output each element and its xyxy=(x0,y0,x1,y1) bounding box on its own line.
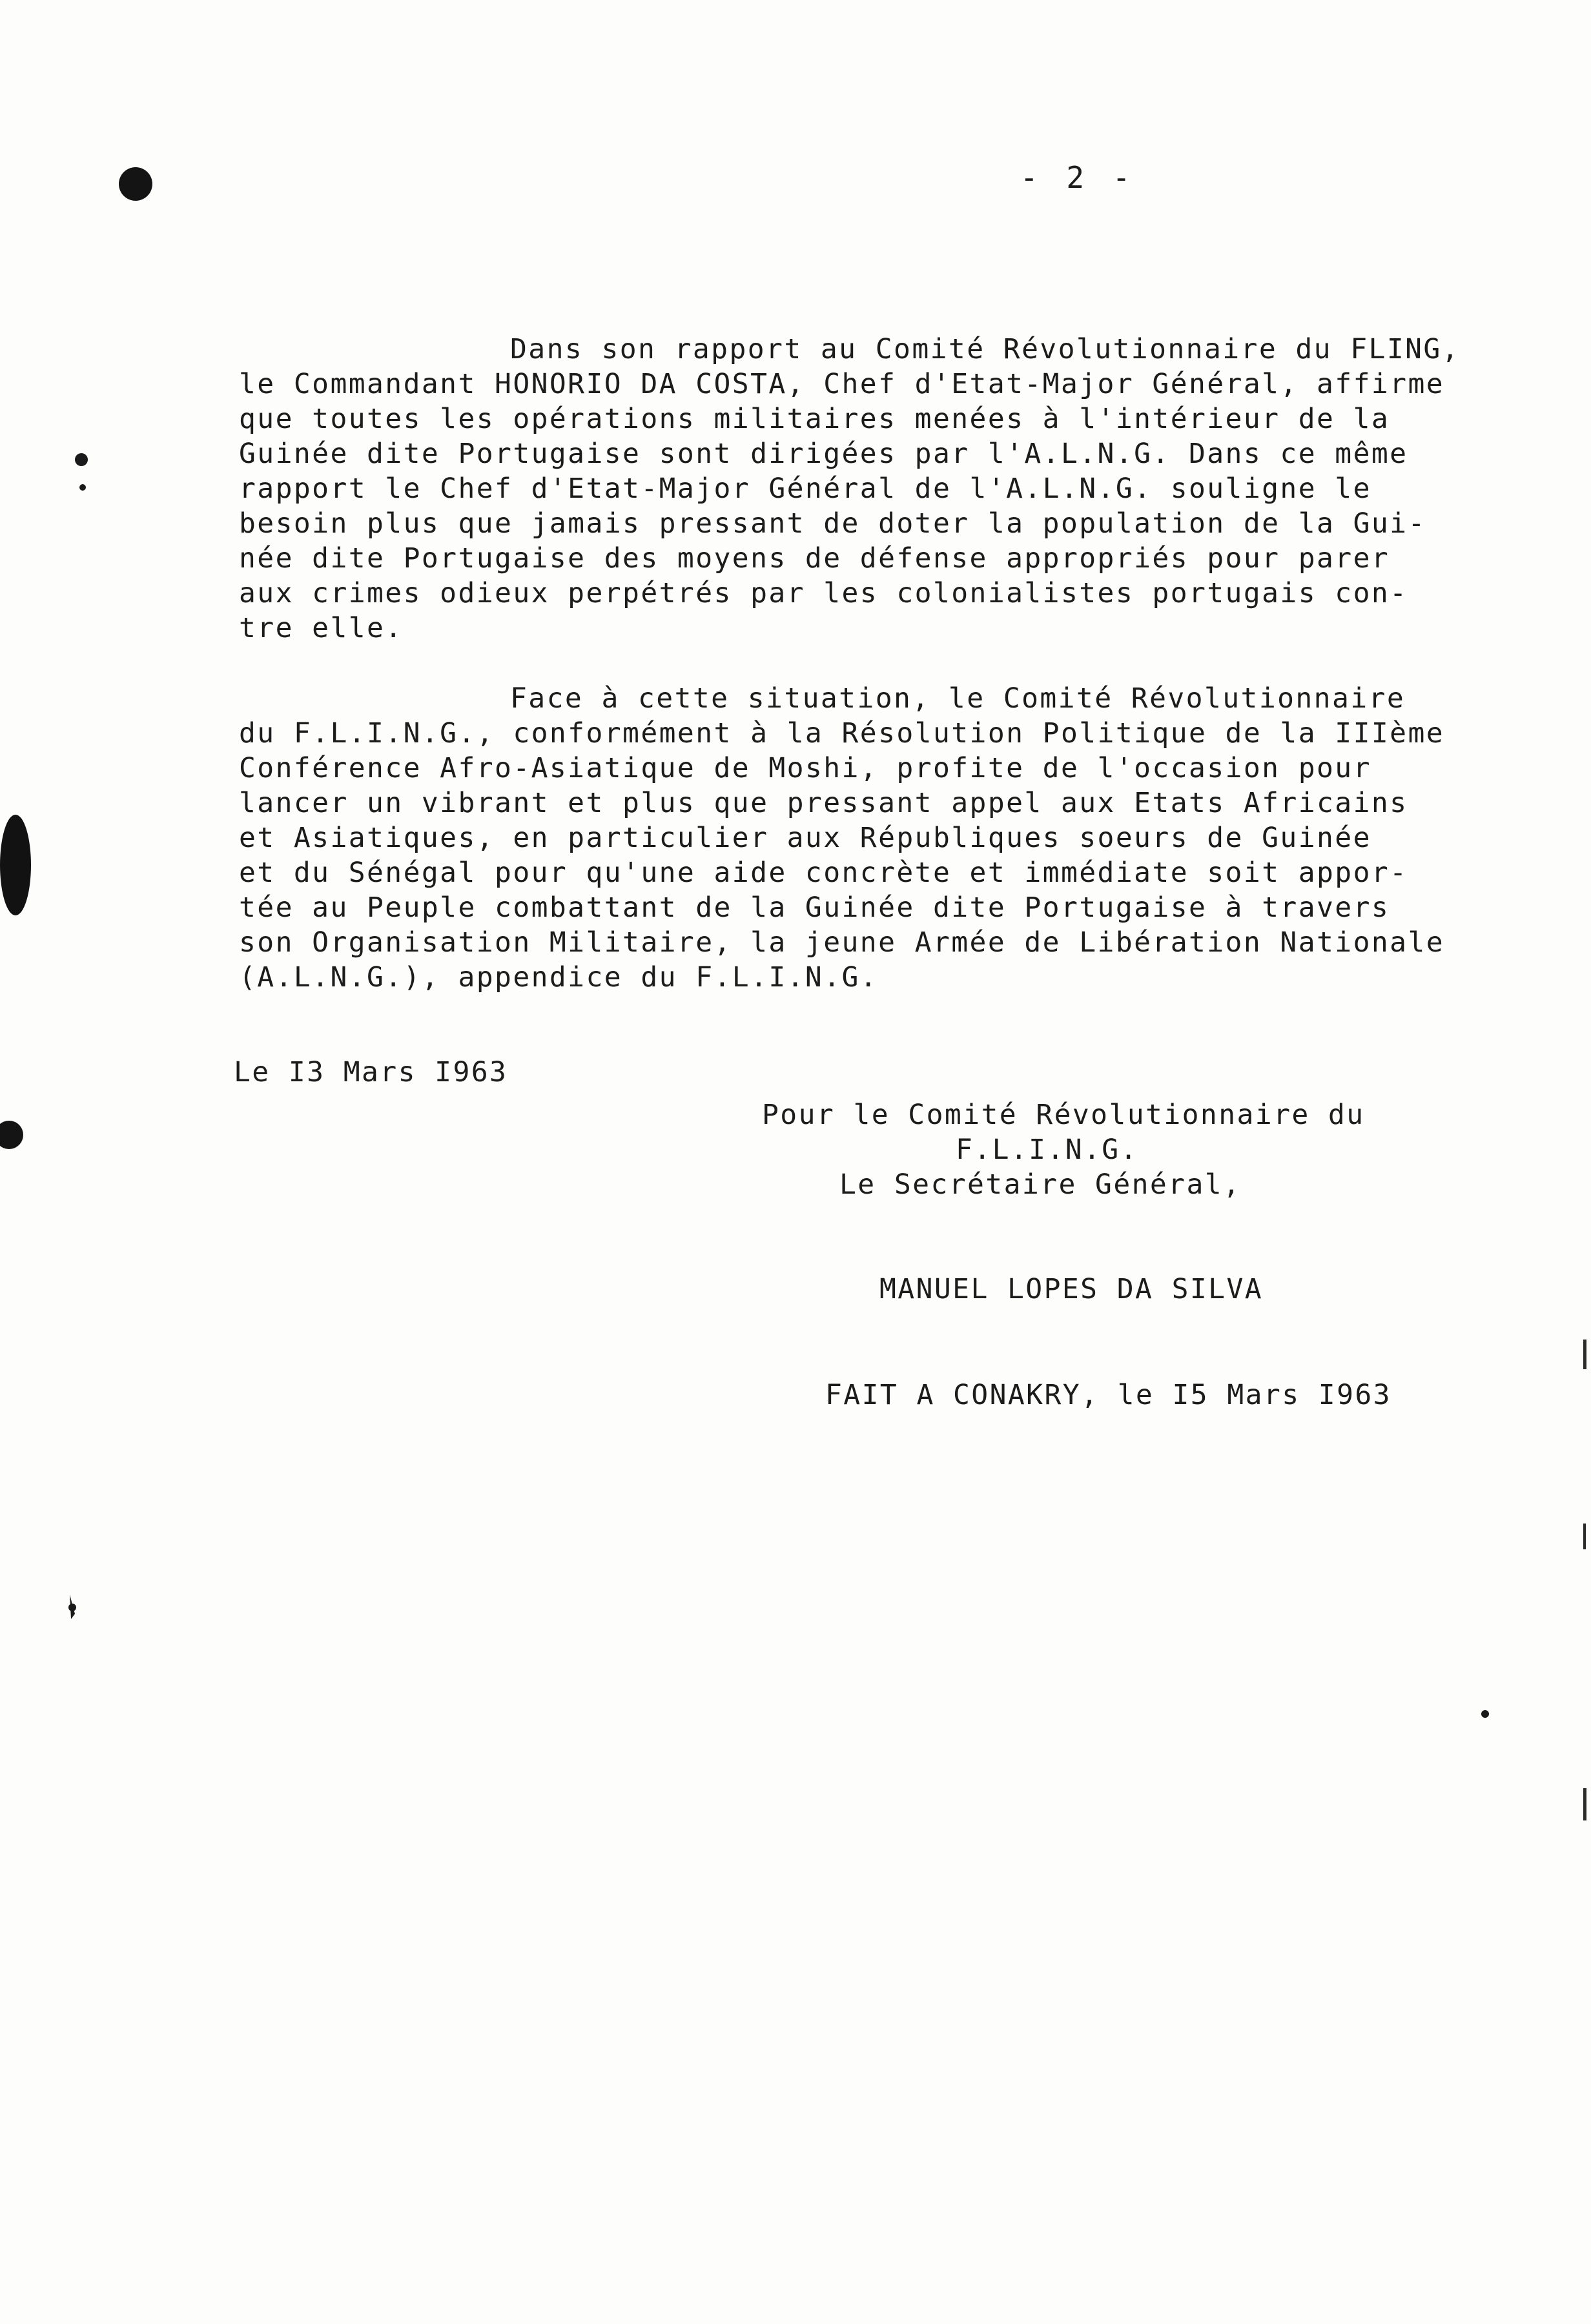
text-line: lancer un vibrant et plus que pressant appel aux Etats Africains xyxy=(239,787,1408,819)
text-line: le Commandant HONORIO DA COSTA, Chef d'Etat-Major Général, affirme xyxy=(239,368,1445,400)
text-line: tée au Peuple combattant de la Guinée dite Portugaise à travers xyxy=(239,892,1390,924)
text-line: et du Sénégal pour qu'une aide concrète et immédiate soit appor- xyxy=(239,857,1408,889)
text-line: rapport le Chef d'Etat-Major Général de l'A.L.N.G. souligne le xyxy=(239,473,1371,505)
punch-hole-mark xyxy=(79,484,86,491)
signatory-name: MANUEL LOPES DA SILVA xyxy=(879,1273,1264,1305)
text-line: Face à cette situation, le Comité Révolutionnaire xyxy=(510,682,1406,715)
signature-title: Le Secrétaire Général, xyxy=(839,1168,1242,1201)
paragraph-appeal xyxy=(239,681,1504,995)
punch-hole-mark xyxy=(0,1121,23,1149)
text-line: aux crimes odieux perpétrés par les colonialistes portugais con- xyxy=(239,577,1408,609)
paragraph-report xyxy=(239,332,1504,646)
place-and-date: FAIT A CONAKRY, le I5 Mars I963 xyxy=(825,1379,1391,1411)
signature-block xyxy=(762,1097,1472,1202)
text-line: née dite Portugaise des moyens de défense appropriés pour parer xyxy=(239,542,1390,575)
punch-hole-mark xyxy=(1481,1710,1489,1718)
edge-mark xyxy=(1583,1340,1586,1369)
text-line: Guinée dite Portugaise sont dirigées par l'A.L.N.G. Dans ce même xyxy=(239,438,1408,470)
text-line: Dans son rapport au Comité Révolutionnaire du FLING, xyxy=(510,333,1460,365)
text-line: (A.L.N.G.), appendice du F.L.I.N.G. xyxy=(239,961,879,994)
punch-hole-mark xyxy=(0,815,31,915)
punch-hole-mark xyxy=(68,1604,76,1611)
page-number: - 2 - xyxy=(1020,160,1136,195)
text-line: du F.L.I.N.G., conformément à la Résolution Politique de la IIIème xyxy=(239,717,1445,749)
text-line: besoin plus que jamais pressant de doter la population de la Gui- xyxy=(239,507,1426,540)
signature-organisation: F.L.I.N.G. xyxy=(956,1134,1138,1166)
text-line: et Asiatiques, en particulier aux Républiques soeurs de Guinée xyxy=(239,822,1371,854)
edge-mark xyxy=(1583,1524,1586,1549)
punch-hole-mark xyxy=(70,1595,75,1619)
text-line: Conférence Afro-Asiatique de Moshi, profite de l'occasion pour xyxy=(239,752,1371,784)
text-line: son Organisation Militaire, la jeune Armée de Libération Nationale xyxy=(239,926,1445,959)
punch-hole-mark xyxy=(119,167,152,201)
signature-for-line: Pour le Comité Révolutionnaire du xyxy=(762,1099,1365,1131)
punch-hole-mark xyxy=(75,453,88,466)
dateline: Le I3 Mars I963 xyxy=(234,1056,508,1088)
text-line: que toutes les opérations militaires menées à l'intérieur de la xyxy=(239,403,1390,435)
text-line: tre elle. xyxy=(239,612,404,644)
edge-mark xyxy=(1583,1788,1586,1820)
